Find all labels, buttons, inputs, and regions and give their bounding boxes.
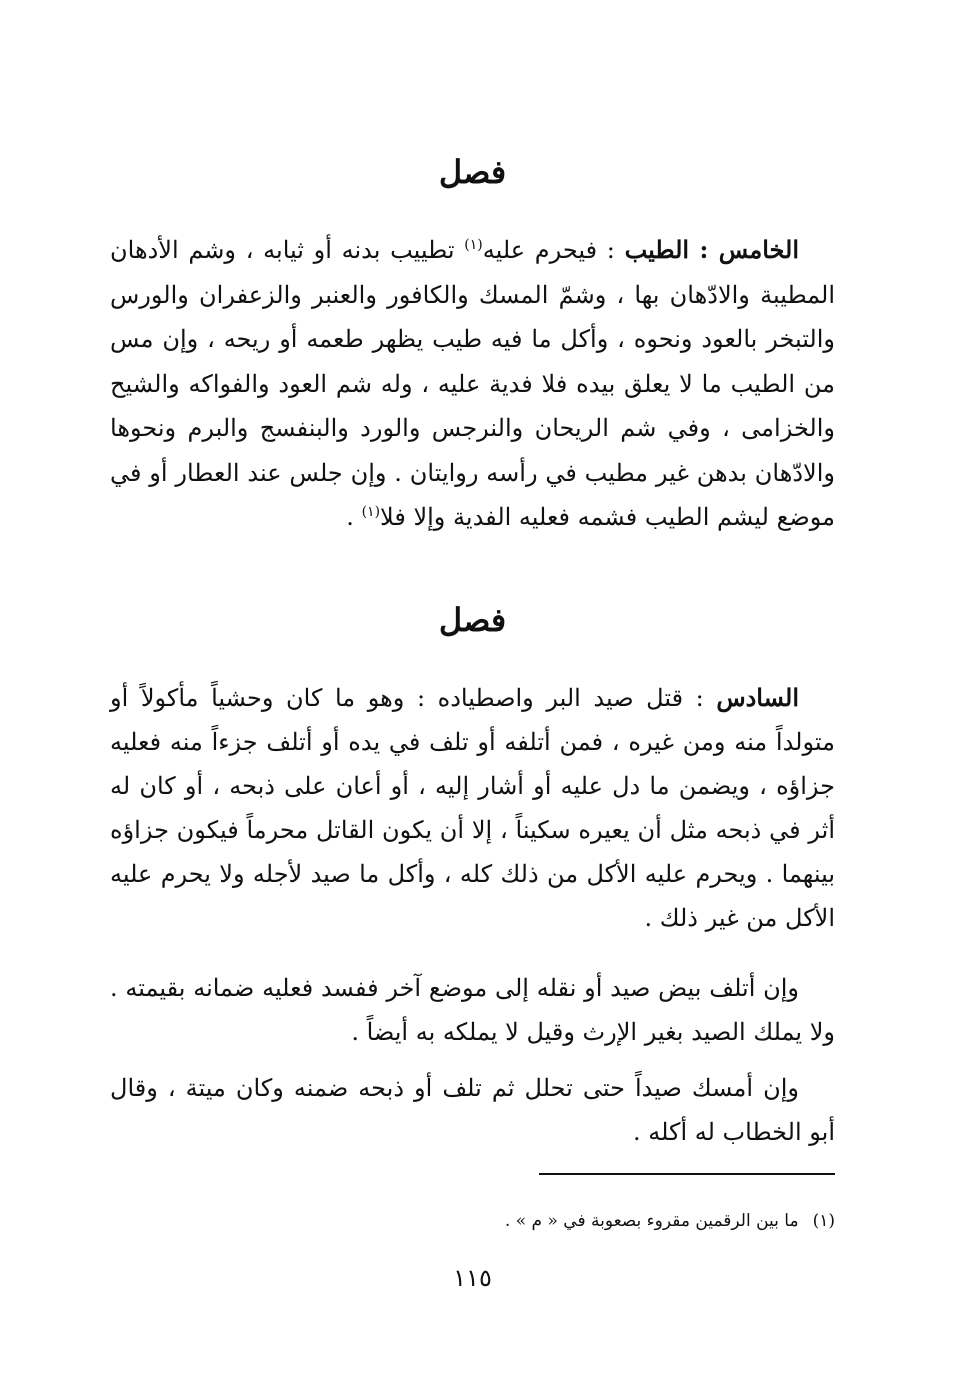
paragraph-hunting <box>110 676 835 940</box>
lead-term: السادس <box>716 683 799 712</box>
section-eggs <box>110 966 835 1054</box>
paragraph-eggs: وإن أتلف بيض صيد أو نقله إلى موضع آخر ففسد فعليه ضمانه بقيمته . ولا يملك الصيد بغير الإرث وقيل لا يملكه به أيضاً . <box>110 974 835 1046</box>
page-number: ١١٥ <box>453 1264 492 1292</box>
paragraph-perfume <box>110 228 835 540</box>
paragraph-text: تطييب بدنه أو ثيابه ، وشم الأدهان المطيبة والادّهان بها ، وشمّ المسك والكافور والعنبر والزعفران والورس والتبخر بالعود ونحوه ، وأكل ما فيه طيب يظهر طعمه أو ريحه ، وإن مس من الطيب ما لا يعلق بيده فلا فدية عليه ، وله شم العود والفواكه والشيح والخزامى ، وفي شم الريحان والنرجس والورد والبنفسج والبرم ونحوها والادّهان بدهن غير مطيب في رأسه روايتان . وإن جلس عند العطار أو في موضع ليشم الطيب فشمه فعليه الفدية وإلا فلا <box>110 236 835 531</box>
footnote-ref: (١) <box>361 504 381 520</box>
paragraph-text: : قتل صيد البر واصطياده : وهو ما كان وحشياً مأكولاً أو متولداً منه ومن غيره ، فمن أتلفه أو تلف في يده أو أتلف جزءاً منه فعليه جزاؤه ، ويضمن ما دل عليه أو أشار إليه ، أو أعان على ذبحه ، أو كان له أثر في ذبحه مثل أن يعيره سكيناً ، إلا أن يكون القاتل محرماً فيكون جزاؤه بينهما . ويحرم عليه الأكل من ذلك كله ، وأكل ما صيد لأجله ولا يحرم عليه الأكل من غير ذلك . <box>110 684 835 932</box>
footnote <box>110 1208 835 1234</box>
section-heading: فصل <box>438 601 507 639</box>
footnote-number: (١) <box>812 1211 835 1231</box>
book-page <box>110 0 835 1376</box>
paragraph-text: : فيحرم عليه <box>482 236 625 264</box>
paragraph-text: . <box>346 503 362 531</box>
section-hunting <box>110 676 835 940</box>
footnote-ref: (١) <box>464 237 483 253</box>
section-holding <box>110 1066 835 1154</box>
section-heading: فصل <box>438 153 507 191</box>
footnote-divider <box>539 1173 835 1175</box>
footnote-text: ما بين الرقمين مقروء بصعوبة في « م » . <box>504 1211 799 1231</box>
paragraph-holding: وإن أمسك صيداً حتى تحلل ثم تلف أو ذبحه ضمنه وكان ميتة ، وقال أبو الخطاب له أكله . <box>110 1074 835 1146</box>
section-perfume <box>110 228 835 540</box>
lead-term: الخامس : الطيب <box>624 235 800 264</box>
